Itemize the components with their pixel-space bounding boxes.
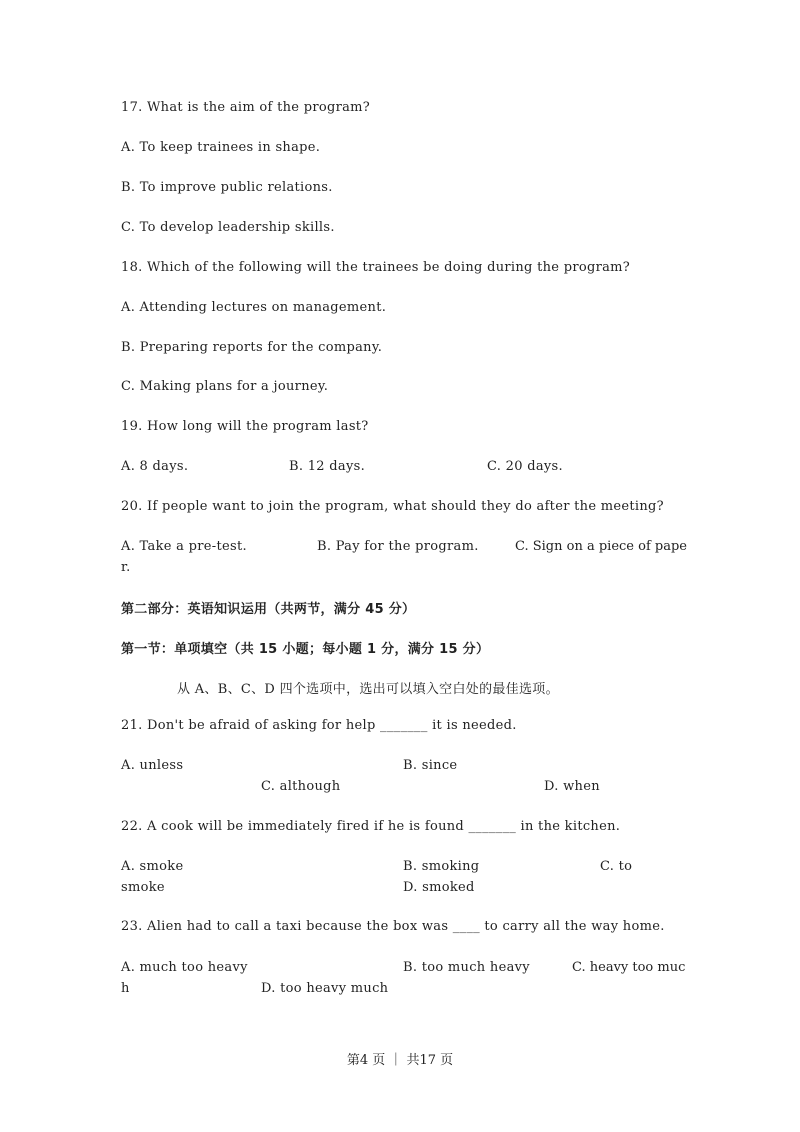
q22-option-c: C. to <box>600 859 633 874</box>
q23-option-c: C. heavy too muc <box>572 960 686 975</box>
q19-option-c: C. 20 days. <box>487 459 563 474</box>
q20-option-c: C. Sign on a piece of pape <box>515 539 687 554</box>
q18-option-c: C. Making plans for a journey. <box>121 379 329 394</box>
q19-stem: 19. How long will the program last? <box>121 419 369 434</box>
q23-option-b: B. too much heavy <box>403 960 530 975</box>
q21-stem: 21. Don't be afraid of asking for help _______ it is needed. <box>121 718 517 733</box>
q17-option-c: C. To develop leadership skills. <box>121 220 335 235</box>
q22-option-b: B. smoking <box>403 859 480 874</box>
q19-option-a: A. 8 days. <box>121 459 189 474</box>
q23-option-d: D. too heavy much <box>261 981 389 996</box>
q18-option-a: A. Attending lectures on management. <box>121 300 387 315</box>
q21-option-a: A. unless <box>121 758 184 773</box>
q22-option-a: A. smoke <box>121 859 184 874</box>
q18-option-b: B. Preparing reports for the company. <box>121 340 383 355</box>
q20-stem: 20. If people want to join the program, what should they do after the meeting? <box>121 499 664 514</box>
page-footer: 第4 页 ｜ 共17 页 <box>346 1053 454 1068</box>
part2-heading: 第二部分：英语知识运用（共两节，满分 45 分） <box>121 602 416 617</box>
q19-option-b: B. 12 days. <box>289 459 366 474</box>
q17-option-a: A. To keep trainees in shape. <box>121 140 321 155</box>
q23-option-a: A. much too heavy <box>121 960 248 975</box>
q22-option-d: D. smoked <box>403 880 475 895</box>
section1-heading: 第一节：单项填空（共 15 小题；每小题 1 分，满分 15 分） <box>121 642 490 657</box>
q21-option-b: B. since <box>403 758 458 773</box>
q18-stem: 18. Which of the following will the trainees be doing during the program? <box>121 260 631 275</box>
q22-stem: 22. A cook will be immediately fired if he is found _______ in the kitchen. <box>121 819 621 834</box>
instruction: 从 A、B、C、D 四个选项中，选出可以填入空白处的最佳选项。 <box>177 682 559 697</box>
q23-stem: 23. Alien had to call a taxi because the box was ____ to carry all the way home. <box>121 919 665 934</box>
q20-option-a: A. Take a pre-test. <box>121 539 247 554</box>
q17-stem: 17. What is the aim of the program? <box>121 100 371 115</box>
q21-option-d: D. when <box>544 779 600 794</box>
q20-option-b: B. Pay for the program. <box>317 539 479 554</box>
q20-option-c-wrap: r. <box>121 560 131 575</box>
q21-option-c: C. although <box>261 779 341 794</box>
q22-option-c-wrap: smoke <box>121 880 165 895</box>
q17-option-b: B. To improve public relations. <box>121 180 333 195</box>
q23-option-c-wrap: h <box>121 981 130 996</box>
